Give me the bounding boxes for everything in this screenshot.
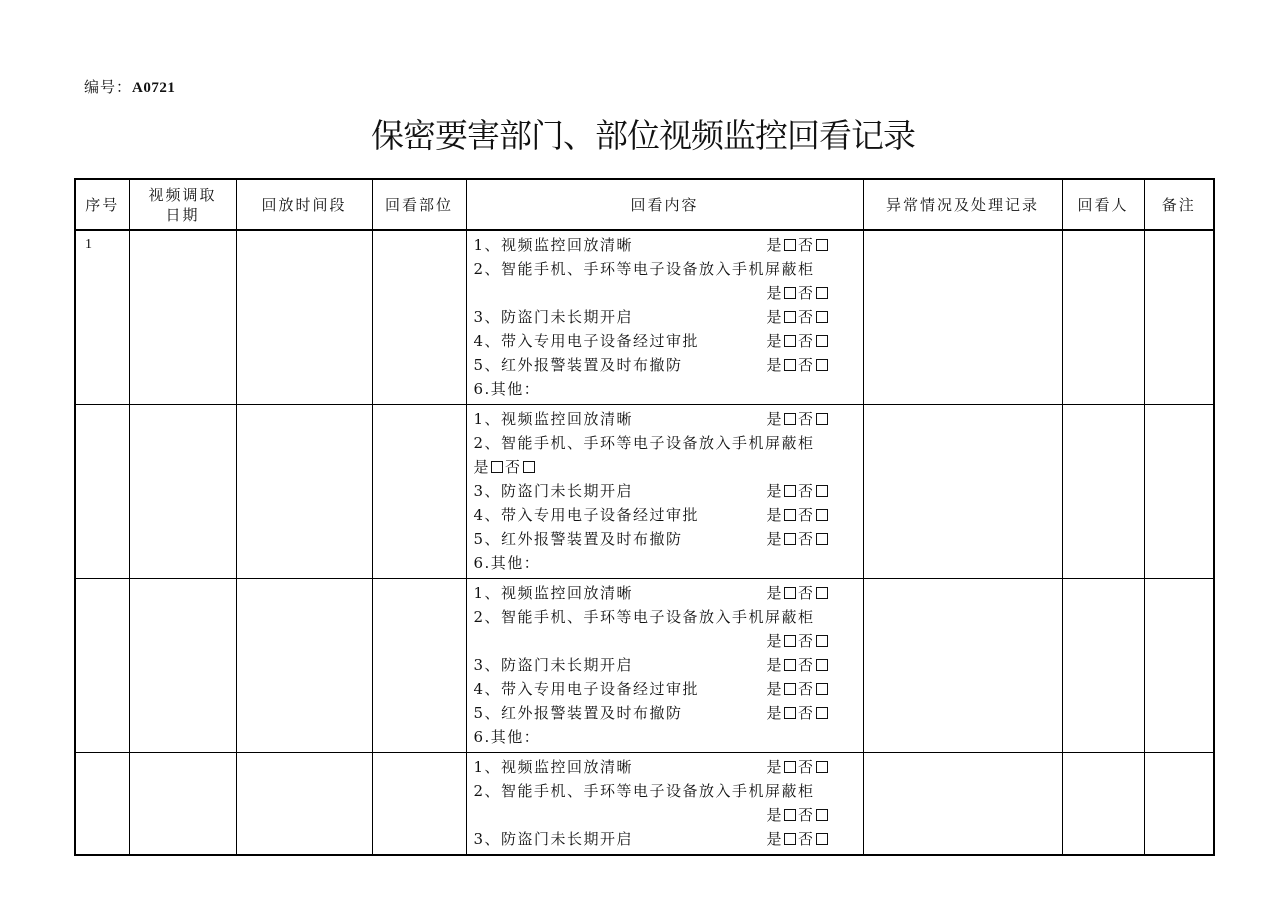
remark-cell[interactable] — [1144, 753, 1214, 856]
table-row — [75, 405, 1214, 579]
check-item — [474, 755, 863, 779]
table-row — [75, 753, 1214, 856]
check-item — [474, 257, 863, 281]
check-item-continuation — [474, 803, 863, 827]
checkbox-icon[interactable] — [816, 587, 828, 599]
check-item-label: 1、视频监控回放清晰 — [473, 410, 634, 428]
check-item — [474, 581, 863, 605]
record-table — [74, 178, 1215, 856]
header-abnormal: 异常情况及处理记录 — [863, 179, 1062, 230]
yes-no-option[interactable]: 是 否 — [767, 629, 830, 653]
checkbox-icon[interactable] — [784, 335, 796, 347]
table-row — [75, 579, 1214, 753]
header-period: 回放时间段 — [236, 179, 372, 230]
checkbox-icon[interactable] — [784, 311, 796, 323]
checkbox-icon[interactable] — [784, 287, 796, 299]
abnormal-cell[interactable] — [863, 230, 1062, 405]
checkbox-icon[interactable] — [816, 761, 828, 773]
checkbox-icon[interactable] — [816, 413, 828, 425]
check-item — [474, 353, 863, 377]
checkbox-icon[interactable] — [784, 833, 796, 845]
checkbox-icon[interactable] — [816, 287, 828, 299]
checkbox-icon[interactable] — [784, 587, 796, 599]
check-item-label: 1、视频监控回放清晰 — [473, 236, 634, 254]
yes-no-option[interactable]: 是 否 — [767, 755, 830, 779]
check-item — [474, 479, 863, 503]
yes-no-option[interactable]: 是 否 — [767, 407, 830, 431]
location-cell[interactable] — [372, 753, 466, 856]
period-cell[interactable] — [236, 579, 372, 753]
yes-no-option[interactable]: 是 否 — [767, 653, 830, 677]
check-item — [474, 407, 863, 431]
abnormal-cell[interactable] — [863, 753, 1062, 856]
check-item-label: 1、视频监控回放清晰 — [473, 758, 634, 776]
check-item-label: 4、带入专用电子设备经过审批 — [473, 680, 700, 698]
yes-no-option[interactable]: 是 否 — [767, 527, 830, 551]
check-item — [474, 701, 863, 725]
header-date — [129, 179, 236, 230]
checkbox-icon[interactable] — [784, 707, 796, 719]
content-cell — [466, 579, 863, 753]
seq-cell[interactable] — [75, 405, 129, 579]
check-item-label: 3、防盗门未长期开启 — [473, 830, 634, 848]
checkbox-icon[interactable] — [784, 659, 796, 671]
check-item — [474, 503, 863, 527]
table-row — [75, 230, 1214, 405]
checkbox-icon[interactable] — [816, 359, 828, 371]
checkbox-icon[interactable] — [816, 533, 828, 545]
yes-no-option[interactable]: 是 否 — [767, 305, 830, 329]
content-cell — [466, 230, 863, 405]
remark-cell[interactable] — [1144, 405, 1214, 579]
checkbox-icon[interactable] — [816, 239, 828, 251]
date-cell[interactable] — [129, 405, 236, 579]
checkbox-icon[interactable] — [491, 461, 503, 473]
check-item — [474, 725, 863, 749]
content-cell — [466, 753, 863, 856]
checkbox-icon[interactable] — [784, 533, 796, 545]
check-item — [474, 377, 863, 401]
period-cell[interactable] — [236, 753, 372, 856]
content-cell — [466, 405, 863, 579]
abnormal-cell[interactable] — [863, 405, 1062, 579]
check-item — [474, 827, 863, 851]
check-item-label: 1、视频监控回放清晰 — [473, 584, 634, 602]
seq-cell[interactable] — [75, 579, 129, 753]
check-item — [474, 677, 863, 701]
header-date-line1: 视频调取 — [148, 185, 217, 204]
yes-no-option[interactable]: 是 否 — [767, 353, 830, 377]
checkbox-icon[interactable] — [816, 833, 828, 845]
check-item — [474, 233, 863, 257]
date-cell[interactable] — [129, 753, 236, 856]
viewer-cell[interactable] — [1062, 230, 1144, 405]
checkbox-icon[interactable] — [816, 809, 828, 821]
checkbox-icon[interactable] — [816, 335, 828, 347]
check-item-continuation — [474, 629, 863, 653]
checkbox-icon[interactable] — [816, 509, 828, 521]
yes-no-option[interactable]: 是 否 — [767, 581, 830, 605]
check-item-continuation — [474, 281, 863, 305]
checkbox-icon[interactable] — [784, 239, 796, 251]
check-item-label: 4、带入专用电子设备经过审批 — [473, 332, 700, 350]
document-number-value: A0721 — [132, 80, 176, 96]
document-number-label: 编号： — [84, 78, 133, 96]
yes-no-option[interactable]: 是 否 — [767, 329, 830, 353]
check-item — [474, 653, 863, 677]
checkbox-icon[interactable] — [816, 635, 828, 647]
viewer-cell[interactable] — [1062, 579, 1144, 753]
yes-no-option[interactable]: 是 否 — [767, 677, 830, 701]
checkbox-icon[interactable] — [816, 311, 828, 323]
yes-no-option[interactable]: 是 否 — [767, 503, 830, 527]
check-item — [474, 551, 863, 575]
page-title: 保密要害部门、部位视频监控回看记录 — [371, 116, 915, 155]
check-item-label: 6.其他： — [473, 380, 541, 398]
check-item-label: 2、智能手机、手环等电子设备放入手机屏蔽柜 — [473, 434, 815, 452]
abnormal-cell[interactable] — [863, 579, 1062, 753]
checkbox-icon[interactable] — [784, 761, 796, 773]
location-cell[interactable] — [372, 230, 466, 405]
check-item-label: 5、红外报警装置及时布撤防 — [473, 356, 683, 374]
period-cell[interactable] — [236, 405, 372, 579]
checkbox-icon[interactable] — [816, 683, 828, 695]
seq-cell[interactable] — [75, 753, 129, 856]
check-item — [474, 605, 863, 629]
checkbox-icon[interactable] — [784, 809, 796, 821]
yes-no-option[interactable]: 是 否 — [474, 458, 537, 476]
check-item — [474, 527, 863, 551]
viewer-cell[interactable] — [1062, 753, 1144, 856]
checkbox-icon[interactable] — [784, 485, 796, 497]
date-cell[interactable] — [129, 579, 236, 753]
yes-no-option[interactable]: 是 否 — [767, 827, 830, 851]
checkbox-icon[interactable] — [784, 509, 796, 521]
header-content: 回看内容 — [466, 179, 863, 230]
check-item-label: 3、防盗门未长期开启 — [473, 482, 634, 500]
viewer-cell[interactable] — [1062, 405, 1144, 579]
checkbox-icon[interactable] — [784, 635, 796, 647]
remark-cell[interactable] — [1144, 579, 1214, 753]
check-item-label: 3、防盗门未长期开启 — [473, 308, 634, 326]
check-item — [474, 329, 863, 353]
check-item — [474, 779, 863, 803]
table-header-row — [75, 179, 1214, 230]
header-date-line2: 日期 — [165, 205, 200, 224]
period-cell[interactable] — [236, 230, 372, 405]
location-cell[interactable] — [372, 579, 466, 753]
yes-no-option[interactable]: 是 否 — [767, 479, 830, 503]
yes-no-option[interactable]: 是 否 — [767, 281, 830, 305]
checkbox-icon[interactable] — [784, 413, 796, 425]
remark-cell[interactable] — [1144, 230, 1214, 405]
yes-no-option[interactable]: 是 否 — [767, 233, 830, 257]
check-item-label: 5、红外报警装置及时布撤防 — [473, 530, 683, 548]
checkbox-icon[interactable] — [784, 683, 796, 695]
check-item-label: 6.其他： — [473, 554, 541, 572]
checkbox-icon[interactable] — [816, 659, 828, 671]
check-item-label: 2、智能手机、手环等电子设备放入手机屏蔽柜 — [473, 608, 815, 626]
date-cell[interactable] — [129, 230, 236, 405]
checkbox-icon[interactable] — [784, 359, 796, 371]
checkbox-icon[interactable] — [816, 707, 828, 719]
check-item — [474, 305, 863, 329]
header-remark: 备注 — [1144, 179, 1214, 230]
check-item-label: 4、带入专用电子设备经过审批 — [473, 506, 700, 524]
checkbox-icon[interactable] — [816, 485, 828, 497]
header-location: 回看部位 — [372, 179, 466, 230]
seq-cell[interactable]: 1 — [75, 230, 129, 405]
location-cell[interactable] — [372, 405, 466, 579]
check-item-label: 2、智能手机、手环等电子设备放入手机屏蔽柜 — [473, 260, 815, 278]
header-seq: 序号 — [75, 179, 129, 230]
check-item-continuation — [474, 455, 863, 479]
header-viewer: 回看人 — [1062, 179, 1144, 230]
checkbox-icon[interactable] — [523, 461, 535, 473]
yes-no-option[interactable]: 是 否 — [767, 701, 830, 725]
yes-no-option[interactable]: 是 否 — [767, 803, 830, 827]
check-item-label: 6.其他： — [473, 728, 541, 746]
check-item-label: 3、防盗门未长期开启 — [473, 656, 634, 674]
document-number — [84, 76, 175, 97]
check-item-label: 2、智能手机、手环等电子设备放入手机屏蔽柜 — [473, 782, 815, 800]
check-item-label: 5、红外报警装置及时布撤防 — [473, 704, 683, 722]
check-item — [474, 431, 863, 455]
